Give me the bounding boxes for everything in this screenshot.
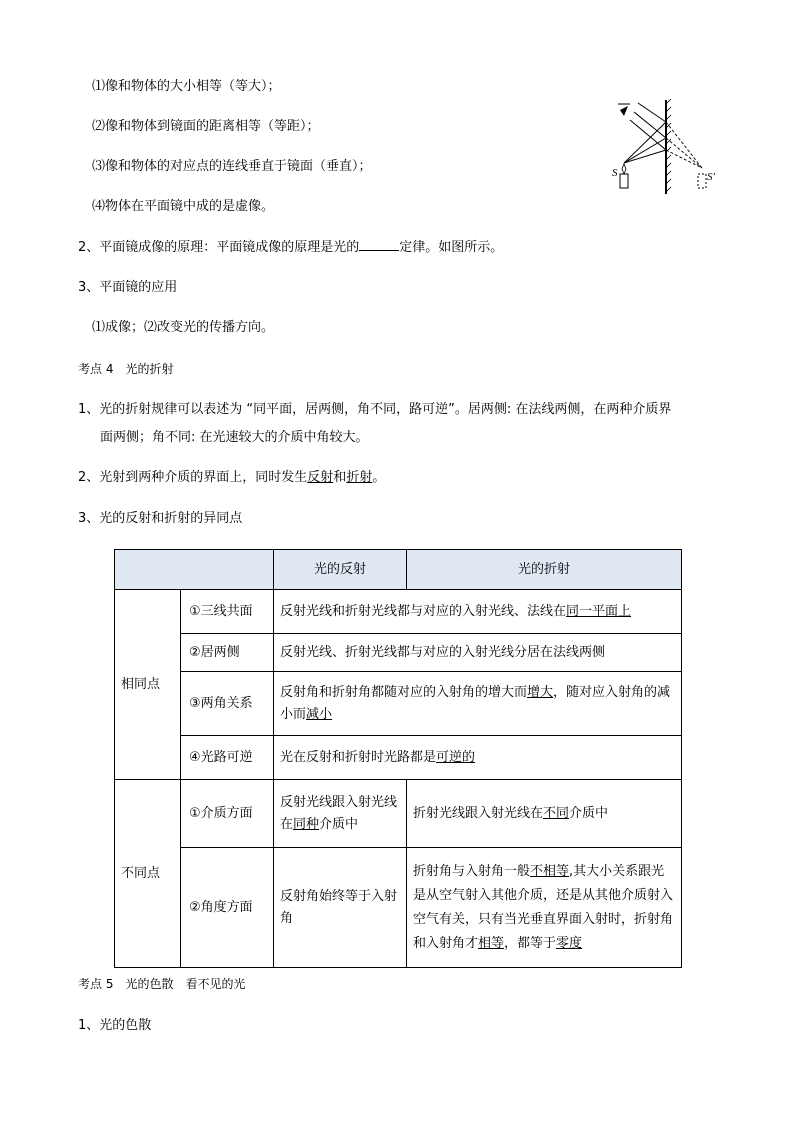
- row-content: 光在反射和折射时光路都是可逆的: [274, 736, 682, 780]
- group-same: 相同点: [115, 590, 181, 780]
- row-label: ②角度方面: [181, 848, 274, 968]
- table-row: [115, 736, 682, 780]
- header-refraction: 光的折射: [407, 550, 682, 590]
- application-items: ⑴成像；⑵改变光的传播方向。: [92, 320, 275, 335]
- label-s: S: [612, 167, 618, 179]
- comparison-heading: 3、光的反射和折射的异同点: [78, 511, 243, 526]
- reflect-cell: 反射角始终等于入射角: [274, 848, 407, 968]
- table-row: [115, 848, 682, 968]
- group-diff: 不同点: [115, 780, 181, 968]
- text: 。: [372, 470, 386, 485]
- property-3: ⑶像和物体的对应点的连线垂直于镜面（垂直）；: [92, 159, 372, 174]
- fill-in-blank: [359, 238, 399, 251]
- underlined-refraction: 折射: [346, 470, 373, 485]
- property-2: ⑵像和物体到镜面的距离相等（等距）；: [92, 119, 320, 134]
- candle-object: [620, 174, 628, 188]
- row-label: ①介质方面: [181, 780, 274, 848]
- light-rays: [624, 103, 666, 163]
- principle-text-end: 定律。如图所示。: [399, 240, 504, 255]
- comparison-table: [114, 549, 682, 968]
- label-s-prime: S': [707, 171, 715, 183]
- virtual-rays: [666, 122, 702, 168]
- table-row: [115, 590, 682, 634]
- section-4-heading: 考点 4 光的折射: [78, 362, 174, 376]
- table-row: [115, 672, 682, 736]
- header-reflection: 光的反射: [274, 550, 407, 590]
- row-label: ②居两侧: [181, 634, 274, 672]
- row-label: ④光路可逆: [181, 736, 274, 780]
- application-heading: 3、平面镜的应用: [78, 280, 178, 295]
- row-content: 反射光线和折射光线都与对应的入射光线、法线在同一平面上: [274, 590, 682, 634]
- table-header-row: [115, 550, 682, 590]
- reflect-refract-line: [78, 469, 385, 487]
- refract-cell: 折射光线跟入射光线在不同介质中: [407, 780, 682, 848]
- underlined-reflection: 反射: [307, 470, 334, 485]
- reflect-cell: 反射光线跟入射光线在同种介质中: [274, 780, 407, 848]
- dispersion-heading: 1、光的色散: [78, 1018, 152, 1033]
- refraction-law-line1: 1、光的折射规律可以表述为 “同平面，居两侧，角不同，路可逆”。居两侧: 在法线两侧，在两种介质界: [78, 402, 672, 417]
- table-row: [115, 634, 682, 672]
- section-5-heading: 考点 5 光的色散 看不见的光: [78, 977, 246, 991]
- refraction-law-line2: 面两侧；角不同: 在光速较大的介质中角较大。: [100, 430, 369, 445]
- principle-line: [78, 238, 503, 257]
- row-label: ①三线共面: [181, 590, 274, 634]
- candle-flame: [622, 164, 626, 174]
- header-empty-cell: [115, 550, 274, 590]
- text: 2、光射到两种介质的界面上，同时发生: [78, 470, 308, 485]
- property-4: ⑷物体在平面镜中成的是虚像。: [92, 199, 275, 214]
- table-row: [115, 780, 682, 848]
- property-1: ⑴像和物体的大小相等（等大）；: [92, 79, 281, 94]
- text: 和: [333, 470, 347, 485]
- row-label: ③两角关系: [181, 672, 274, 736]
- refract-cell: 折射角与入射角一般不相等,其大小关系跟光是从空气射入其他介质，还是从其他介质射入空气有关，只有当光垂直界面入射时，折射角和入射角才相等，都等于零度: [407, 848, 682, 968]
- row-content: 反射光线、折射光线都与对应的入射光线分居在法线两侧: [274, 634, 682, 672]
- eye-icon: [618, 104, 630, 116]
- principle-text: 2、平面镜成像的原理：平面镜成像的原理是光的: [78, 240, 360, 255]
- plane-mirror-diagram: [610, 98, 726, 198]
- candle-image: [698, 174, 706, 188]
- row-content: 反射角和折射角都随对应的入射角的增大而增大，随对应入射角的减小而减小: [274, 672, 682, 736]
